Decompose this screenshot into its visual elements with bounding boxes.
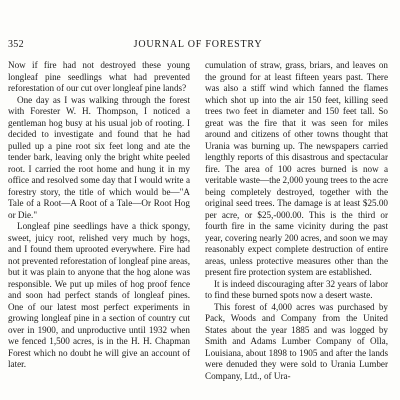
paragraph: Longleaf pine seedlings have a thick spongy, sweet, juicy root, relished very much by hogs, and I found them uprooted everywhere. Fire had not prevented reforestation of longleaf pine areas, but it was plain to anyone that the hog alone was responsible. We put up miles of hog proof fence and soon had perfect stands of longleaf pines. One of our latest most perfect experiments in growing longleaf pine in a section of country cut over in 1900, and unproductive until 1932 when we fenced 1,500 acres, is in the H. H. Chapman Forest which no doubt he will give an account of later. xyxy=(8,221,190,369)
page-number: 352 xyxy=(8,39,24,50)
paragraph: One day as I was walking through the forest with Forester W. H. Thompson, I noticed a gentleman hog busy at his usual job of rooting. I decided to investigate and found that he had pulled up a pine root six feet long and ate the tender bark, leaving only the bright white peeled root. I carried the root home and hung it in my office and resolved some day that I would write a forestry story, the title of which would be—"A Tale of a Root—A Root of a Tale—Or Root Hog or Die." xyxy=(8,94,190,220)
paragraph: cumulation of straw, grass, briars, and leaves on the ground for at least fifteen years past. There was also a stiff wind which fanned the flames which shot up into the air 150 feet, killing seed trees two feet in diameter and 150 feet tall. So great was the fire that it was seen for miles around and citizens of other towns thought that Urania was burning up. The newspapers carried lengthly reports of this disastrous and spectacular fire. The area of 100 acres burned is now a veritable waste—the 2,000 young trees to the acre being completely destroyed, together with the original seed trees. The damage is at least $25.00 per acre, or $25,-000.00. This is the third or fourth fire in the same vicinity during the past year, covering nearly 200 acres, and soon we may reasonably expect complete destruction of entire areas, unless protective measures other than the present fire protection system are established. xyxy=(205,60,388,277)
paragraph: It is indeed discouraging after 32 years of labor to find these burned spots now a desert waste. xyxy=(205,278,388,300)
page-header xyxy=(8,39,388,53)
left-column xyxy=(8,60,190,371)
running-title: JOURNAL OF FORESTRY xyxy=(133,39,263,50)
paragraph: This forest of 4,000 acres was purchased by Pack, Woods and Company from the United States about the year 1885 and was logged by Smith and Adams Lumber Company of Olla, Louisiana, about 1898 to 1905 and after the lands were denuded they were sold to Urania Lumber Company, Ltd., of Ura- xyxy=(205,301,388,381)
paragraph: Now if fire had not destroyed these young longleaf pine seedlings what had prevented reforestation of our cut over longleaf pine lands? xyxy=(8,60,190,93)
right-column xyxy=(205,60,388,382)
